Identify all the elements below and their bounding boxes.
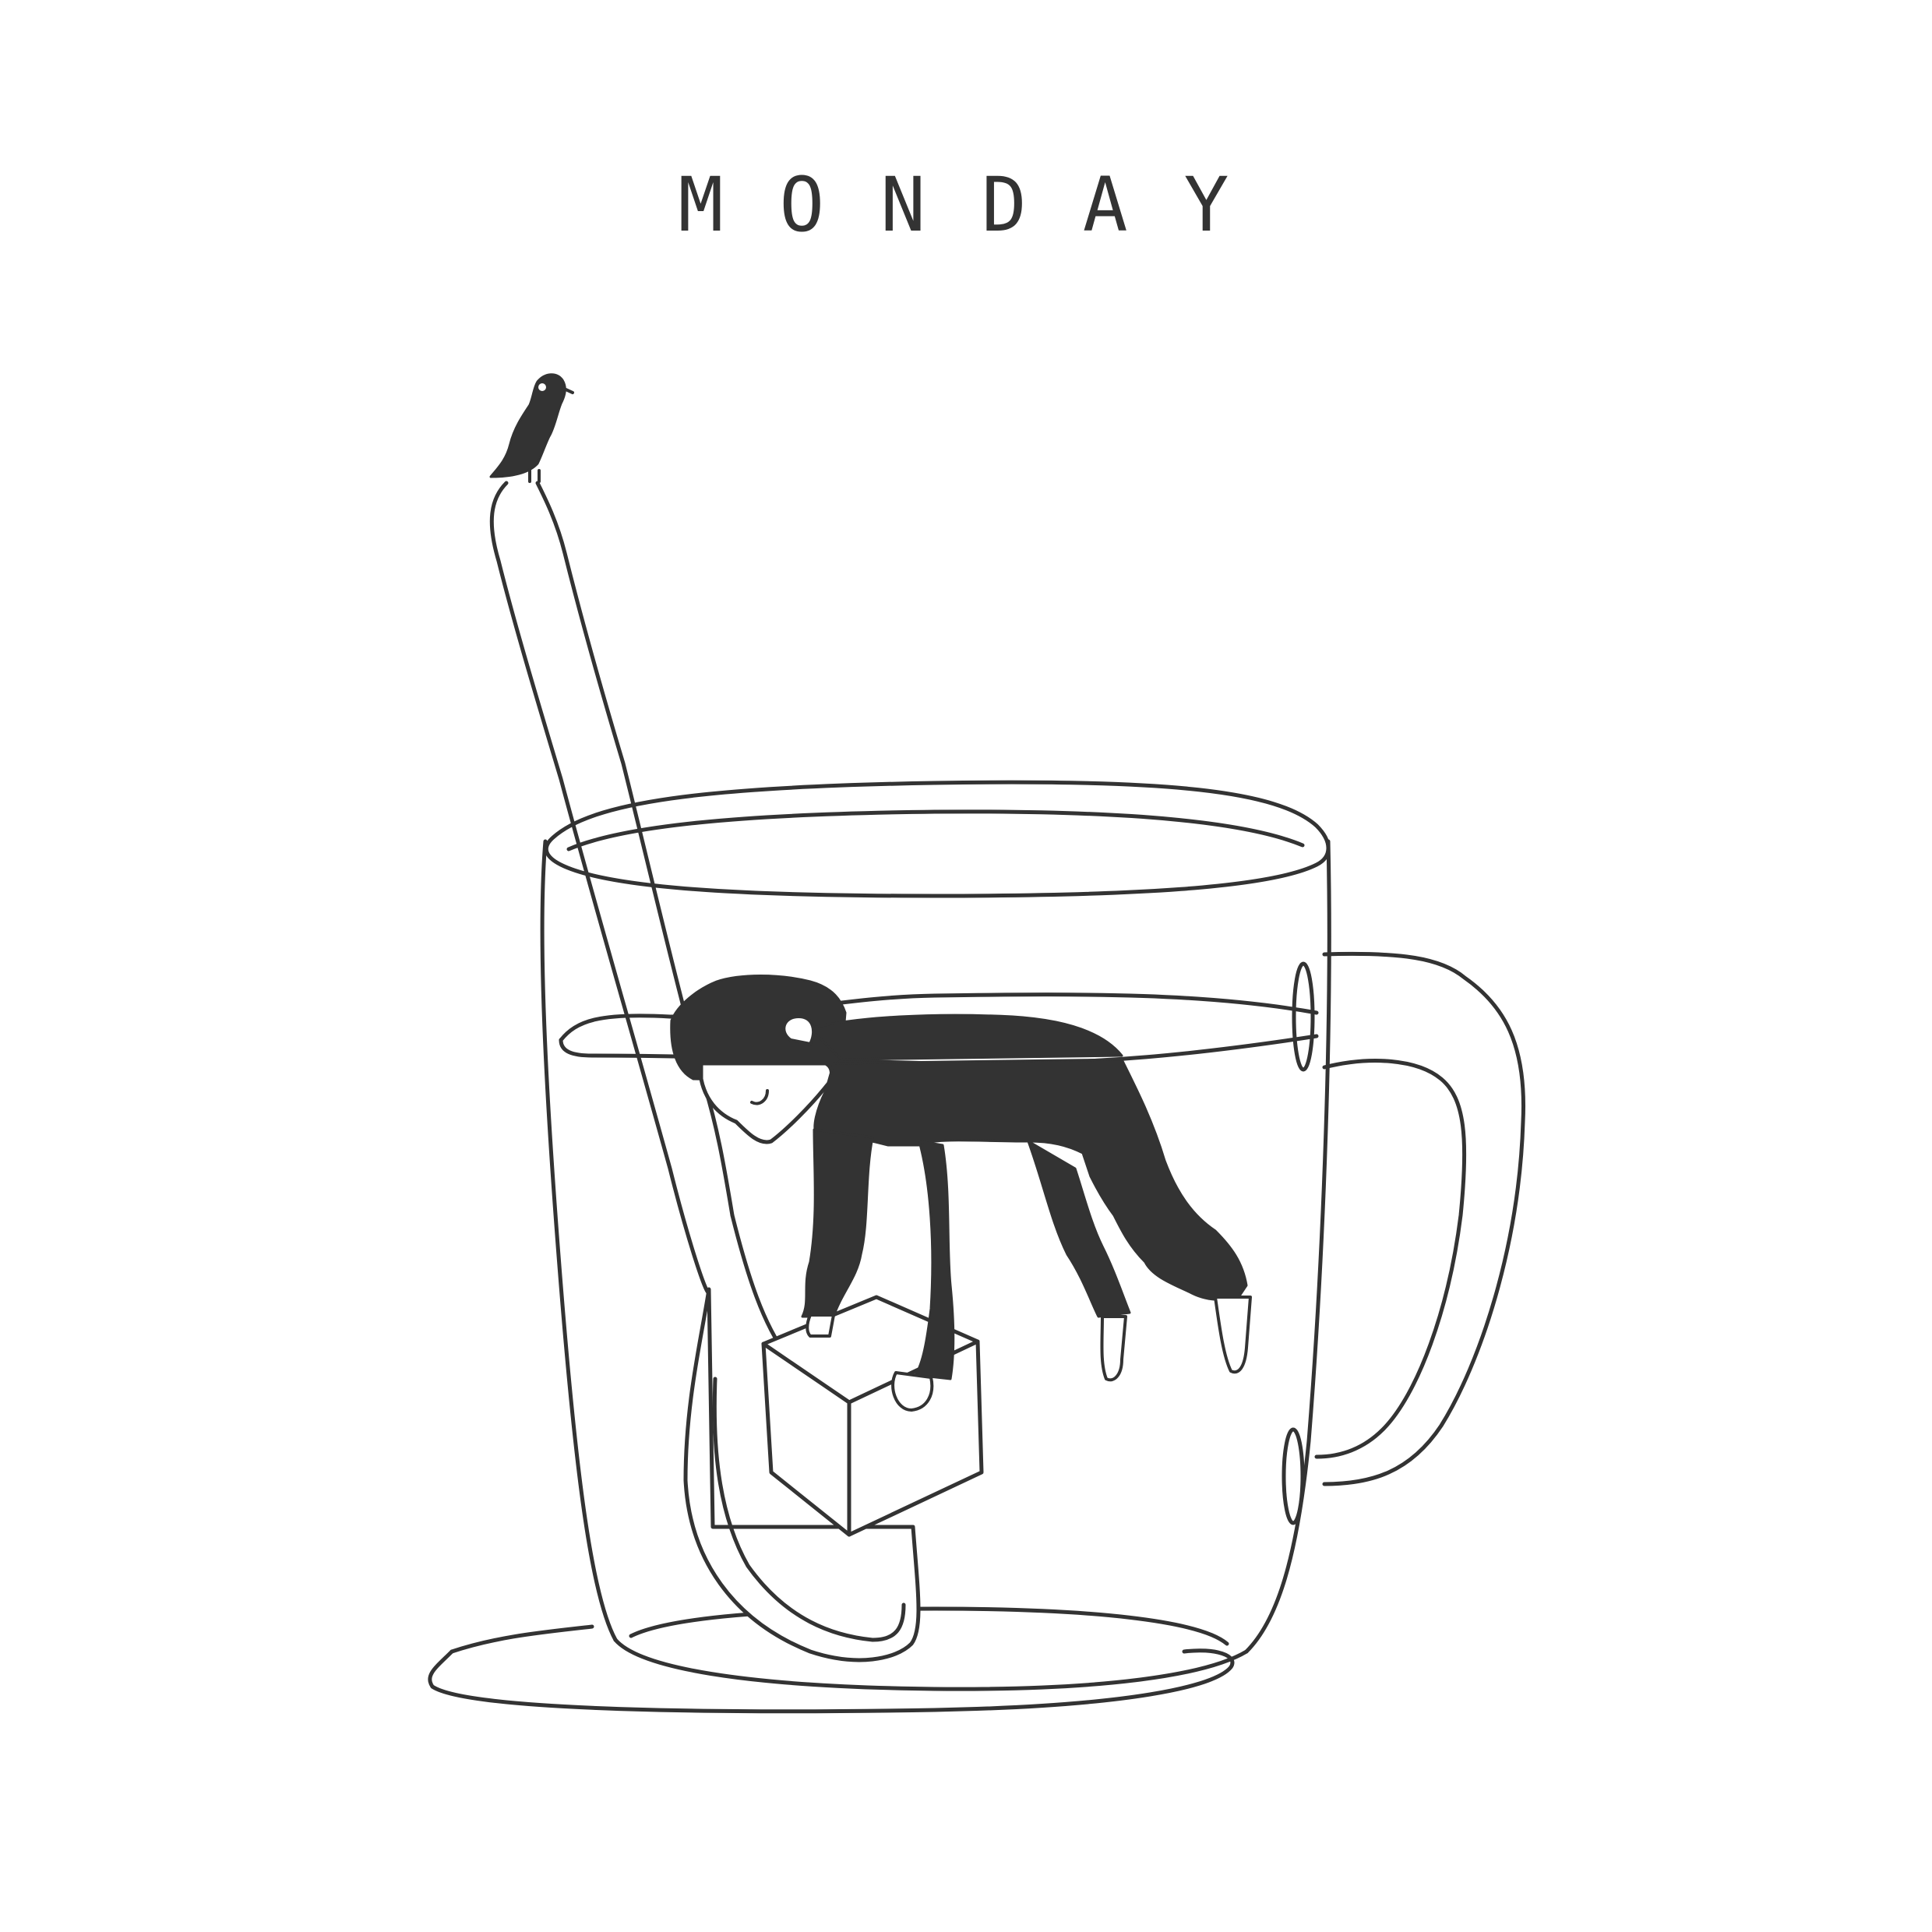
- bird-icon: [491, 375, 573, 481]
- page-title: MONDAY: [678, 161, 1285, 249]
